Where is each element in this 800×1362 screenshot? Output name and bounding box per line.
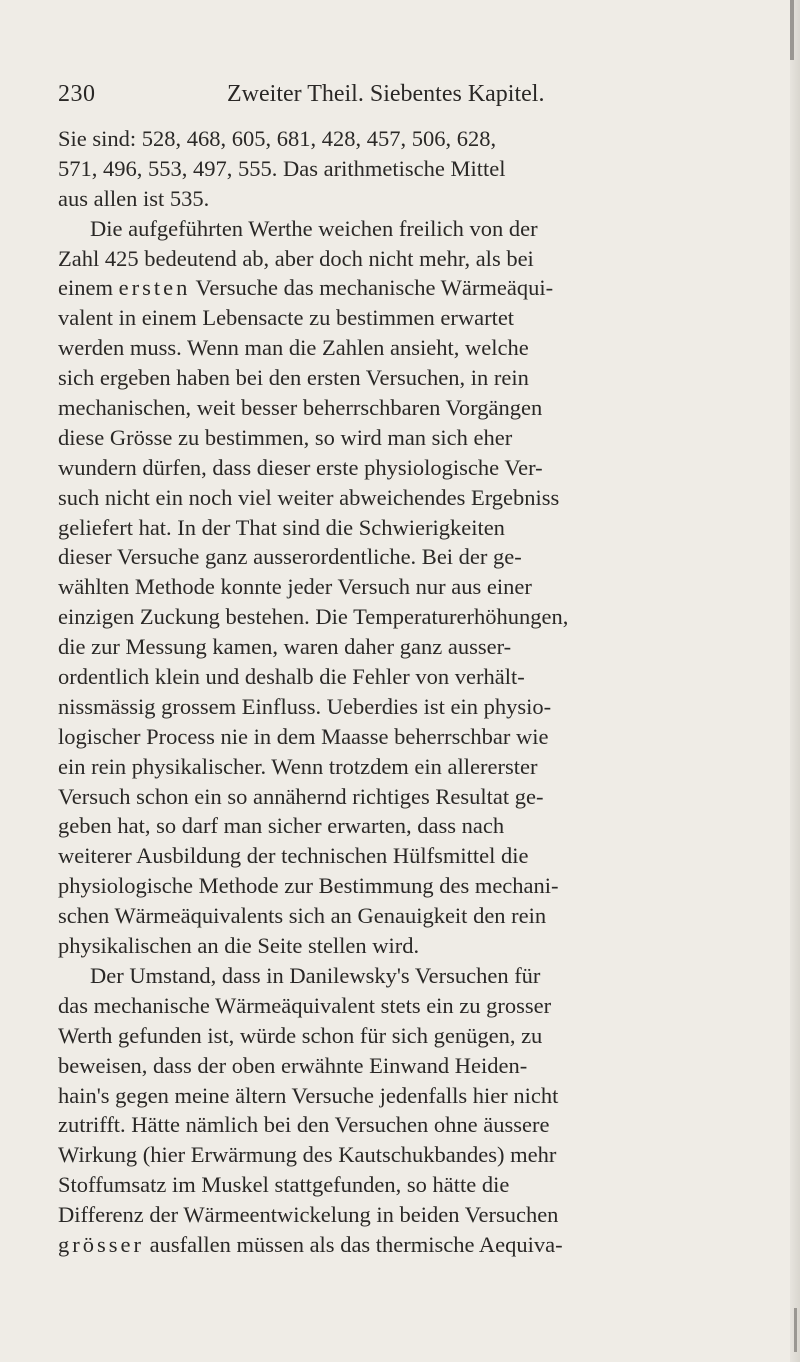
text-segment: ausfallen müssen als das thermische Aequiva- bbox=[143, 1231, 563, 1257]
text-line: Zahl 425 bedeutend ab, aber doch nicht mehr, als bei bbox=[58, 245, 534, 271]
text-line: diese Grösse zu bestimmen, so wird man sich eher bbox=[58, 424, 513, 450]
text-line: Versuch schon ein so annähernd richtiges Resultat ge- bbox=[58, 783, 544, 809]
emphasized-word: ersten bbox=[118, 275, 191, 301]
text-line: such nicht ein noch viel weiter abweichendes Ergebniss bbox=[58, 484, 560, 510]
paragraph-start-line: Der Umstand, dass in Danilewsky's Versuchen für bbox=[90, 962, 541, 988]
text-line: logischer Process nie in dem Maasse beherrschbar wie bbox=[58, 723, 549, 749]
page-number: 230 bbox=[58, 81, 96, 107]
text-line: 571, 496, 553, 497, 555. Das arithmetische Mittel bbox=[58, 155, 506, 181]
text-line: mechanischen, weit besser beherrschbaren Vorgängen bbox=[58, 395, 543, 421]
text-line: physiologische Methode zur Bestimmung des mechani- bbox=[58, 873, 559, 899]
text-line: dieser Versuche ganz ausserordentliche. Bei der ge- bbox=[58, 544, 522, 570]
text-line: das mechanische Wärmeäquivalent stets ein zu grosser bbox=[58, 992, 552, 1018]
text-line: physikalischen an die Seite stellen wird. bbox=[58, 933, 420, 959]
text-line: ordentlich klein und deshalb die Fehler von verhält- bbox=[58, 664, 525, 690]
text-line: sich ergeben haben bei den ersten Versuchen, in rein bbox=[58, 365, 529, 391]
running-head: Zweiter Theil. Siebentes Kapitel. bbox=[227, 81, 545, 107]
text-line: werden muss. Wenn man die Zahlen ansieht, welche bbox=[58, 335, 529, 361]
text-line: beweisen, dass der oben erwähnte Einwand Heiden- bbox=[58, 1052, 528, 1078]
text-line: wundern dürfen, dass dieser erste physiologische Ver- bbox=[58, 454, 543, 480]
text-line: aus allen ist 535. bbox=[58, 185, 210, 211]
text-line: geben hat, so darf man sicher erwarten, dass nach bbox=[58, 813, 505, 839]
text-line: Differenz der Wärmeentwickelung in beiden Versuchen bbox=[58, 1202, 559, 1228]
text-line: zutrifft. Hätte nämlich bei den Versuchen ohne äussere bbox=[58, 1112, 550, 1138]
text-line: schen Wärmeäquivalents sich an Genauigkeit den rein bbox=[58, 903, 547, 929]
text-line: die zur Messung kamen, waren daher ganz ausser- bbox=[58, 634, 512, 660]
text-line: Sie sind: 528, 468, 605, 681, 428, 457, 506, 628, bbox=[58, 126, 497, 151]
edge-mark bbox=[790, 0, 794, 60]
emphasized-word: grösser bbox=[58, 1231, 144, 1257]
edge-mark bbox=[794, 1308, 797, 1352]
page-edge bbox=[790, 0, 800, 1362]
text-line: Wirkung (hier Erwärmung des Kautschukbandes) mehr bbox=[58, 1142, 557, 1168]
page-header bbox=[58, 74, 598, 114]
text-line: einzigen Zuckung bestehen. Die Temperaturerhöhungen, bbox=[58, 604, 569, 630]
text-segment: einem bbox=[58, 275, 119, 301]
text-line: nissmässig grossem Einfluss. Ueberdies ist ein physio- bbox=[58, 693, 552, 719]
text-segment: Versuche das mechanische Wärmeäqui- bbox=[190, 275, 554, 301]
body-text bbox=[58, 124, 786, 1260]
text-line bbox=[58, 273, 786, 303]
text-line: hain's gegen meine ältern Versuche jedenfalls hier nicht bbox=[58, 1082, 559, 1108]
text-line bbox=[58, 1230, 786, 1260]
text-line: Werth gefunden ist, würde schon für sich genügen, zu bbox=[58, 1022, 543, 1048]
text-line: ein rein physikalischer. Wenn trotzdem ein allererster bbox=[58, 753, 538, 779]
text-line: wählten Methode konnte jeder Versuch nur aus einer bbox=[58, 574, 532, 600]
text-line: valent in einem Lebensacte zu bestimmen erwartet bbox=[58, 305, 515, 331]
text-line: weiterer Ausbildung der technischen Hülfsmittel die bbox=[58, 843, 529, 869]
text-line: geliefert hat. In der That sind die Schwierigkeiten bbox=[58, 514, 505, 540]
paragraph-start-line: Die aufgeführten Werthe weichen freilich von der bbox=[90, 215, 538, 241]
text-line: Stoffumsatz im Muskel stattgefunden, so hätte die bbox=[58, 1172, 510, 1198]
